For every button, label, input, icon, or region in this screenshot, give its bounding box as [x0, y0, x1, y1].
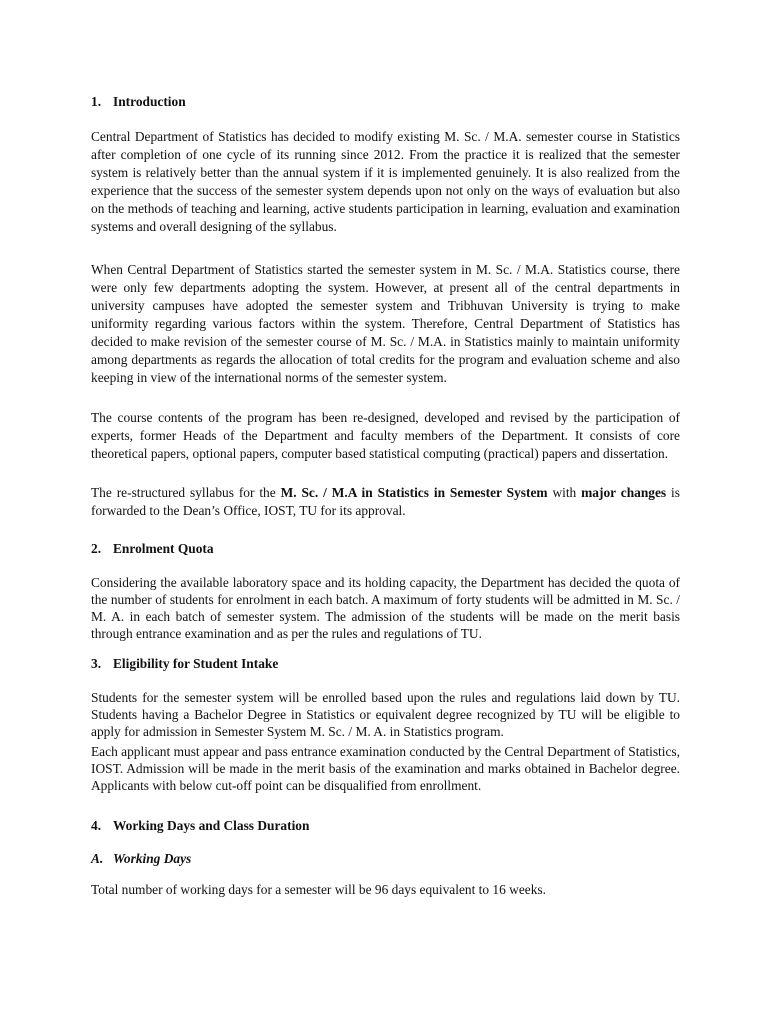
- section-heading-introduction: [91, 93, 186, 110]
- intro-p4-text-3: is forwarded to the Dean’s Office, IOST, TU for its approval.: [91, 485, 680, 518]
- section-number: 3.: [91, 656, 102, 671]
- intro-paragraph-4: [91, 484, 680, 520]
- section-title: Eligibility for Student Intake: [113, 656, 279, 671]
- section-heading-working-days: [91, 817, 309, 834]
- eligibility-paragraph-2: Each applicant must appear and pass entrance examination conducted by the Central Department of Statistics, IOST. Admission will be made in the merit basis of the examination and marks obtained in Bachelor degree. Applicants with below cut-off point can be disqualified from enrollment.: [91, 744, 680, 793]
- enrolment-paragraph: Considering the available laboratory space and its holding capacity, the Department has decided the quota of the number of students for enrolment in each batch. A maximum of forty students will be admitted in M. Sc. / M. A. in each batch of semester system. The admission of the students will be made on the merit basis through entrance examination and as per the rules and regulations of TU.: [91, 575, 680, 641]
- section-number: 4.: [91, 818, 102, 833]
- eligibility-paragraph-1: Students for the semester system will be enrolled based upon the rules and regulations laid down by TU. Students having a Bachelor Degree in Statistics or equivalent degree recognized by TU will be eligible to apply for admission in Semester System M. Sc. / M. A. in Statistics program.: [91, 690, 680, 739]
- section-title: Enrolment Quota: [113, 541, 214, 556]
- subsection-heading-working-days: [91, 850, 191, 867]
- intro-paragraph-3: The course contents of the program has been re-designed, developed and revised by the participation of experts, former Heads of the Department and faculty members of the Department. It consists of core theoretical papers, optional papers, computer based statistical computing (practical) papers and dissertation.: [91, 410, 680, 461]
- section-title: Working Days and Class Duration: [113, 818, 310, 833]
- intro-p4-text-1: The re-structured syllabus for the: [91, 485, 281, 500]
- intro-p4-major-changes: major changes: [581, 485, 667, 500]
- intro-p4-text-2: with: [547, 485, 582, 500]
- intro-paragraph-1: Central Department of Statistics has decided to modify existing M. Sc. / M.A. semester course in Statistics after completion of one cycle of its running since 2012. From the practice it is realized that the semester system is relatively better than the annual system if it is implemented genuinely. It is also realized from the experience that the success of the semester system depends upon not only on the ways of evaluation but also on the methods of teaching and learning, active students participation in learning, evaluation and examination systems and overall designing of the syllabus.: [91, 129, 680, 234]
- subsection-title: Working Days: [113, 851, 192, 866]
- working-days-paragraph: Total number of working days for a semester will be 96 days equivalent to 16 weeks.: [91, 882, 546, 897]
- section-title: Introduction: [113, 94, 186, 109]
- section-number: 1.: [91, 94, 102, 109]
- section-heading-enrolment: [91, 540, 214, 557]
- section-number: 2.: [91, 541, 102, 556]
- subsection-letter: A.: [91, 851, 104, 866]
- intro-p4-program-name: M. Sc. / M.A in Statistics in Semester System: [280, 485, 548, 500]
- section-heading-eligibility: [91, 655, 278, 672]
- intro-paragraph-2: When Central Department of Statistics started the semester system in M. Sc. / M.A. Statistics course, there were only few departments adopting the system. However, at present all of the central departments in university campuses have adopted the semester system and Tribhuvan University is trying to make uniformity regarding various factors within the system. Therefore, Central Department of Statistics has decided to make revision of the semester course of M. Sc. / M.A. in Statistics mainly to maintain uniformity among departments as regards the allocation of total credits for the program and evaluation scheme and also keeping in view of the international norms of the semester system.: [91, 262, 680, 385]
